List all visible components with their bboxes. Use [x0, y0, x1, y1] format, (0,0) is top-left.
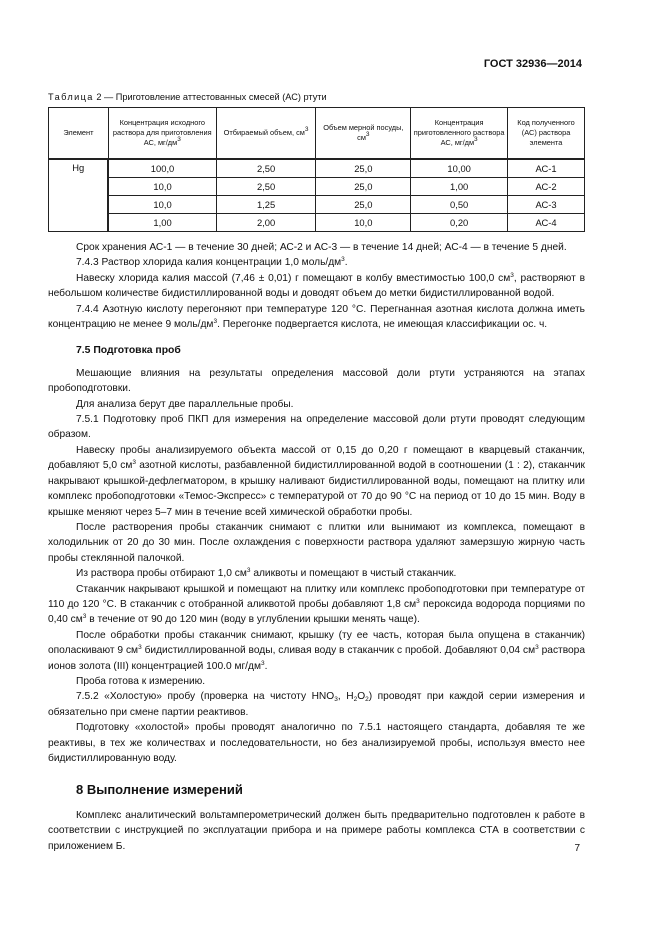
element-cell: Hg: [49, 159, 109, 232]
table-cell: 1,00: [411, 178, 508, 196]
table-cell: 2,00: [216, 214, 316, 232]
table-cell: АС-3: [508, 196, 585, 214]
table-cell: 25,0: [316, 178, 411, 196]
paragraph: Мешающие влияния на результаты определения массовой доли ртути устраняются на этапах пробоподготовки.: [48, 367, 585, 395]
table-cell: 2,50: [216, 159, 316, 178]
table-cell: 1,25: [216, 196, 316, 214]
table-caption-label: Таблица: [48, 92, 94, 102]
header-solution-code: Код полученного (АС) раствора элемента: [508, 108, 585, 160]
paragraph: Из раствора пробы отбирают 1,0 $см^3$ аликвоты и помещают в чистый стаканчик.: [76, 567, 457, 580]
paragraph-nitric-acid: 7.4.4 Азотную кислоту перегоняют при температуре 120 °С. Перегнанная азотная кислота должна иметь концентрацию не менее 9 моль/$дм^3$. Перегонке подвергается кислота, не имеющая классификации ос. ч.: [48, 303, 585, 331]
table-cell: 25,0: [316, 159, 411, 178]
table-cell: АС-1: [508, 159, 585, 178]
table-cell: АС-2: [508, 178, 585, 196]
table-caption: [48, 92, 327, 102]
header-element: Элемент: [49, 108, 109, 160]
table-cell: 0,20: [411, 214, 508, 232]
paragraph-storage: Срок хранения АС-1 — в течение 30 дней; АС-2 и АС-3 — в течение 14 дней; АС-4 — в течение 5 дней.: [76, 242, 567, 253]
table-cell: 10,0: [108, 178, 216, 196]
table-cell: 2,50: [216, 178, 316, 196]
table-cell: 1,00: [108, 214, 216, 232]
document-code: ГОСТ 32936—2014: [483, 58, 582, 70]
paragraph: После растворения пробы стаканчик снимают с плитки или вынимают из комплекса, помещают в холодильник от 20 до 30 мин. После охлаждения с поверхности раствора удаляют замерзшую жирную часть пробы стеклянной палочкой.: [48, 521, 585, 564]
header-flask-volume: Объем мерной посуды, $см^3$: [316, 108, 411, 160]
table-row: [49, 159, 585, 178]
header-source-concentration: Концентрация исходного раствора для приготовления АС, $мг/дм^3$: [108, 108, 216, 160]
paragraph: Стаканчик накрывают крышкой и помещают на плитку или комплекс пробоподготовки при температуре от 110 до 120 °С. В стаканчик с отобранной аликвотой пробы добавляют 1,8 $см^3$ пероксида водорода порциями по 0,40 $см^3$ в течение от 90 до 120 мин (воду в углублении крышки менять чаще).: [48, 583, 585, 626]
paragraph: Комплекс аналитический вольтамперометрический должен быть предварительно подготовлен к работе в соответствии с инструкцией по эксплуатации прибора и на примере работы комплекса СТА в соответствии с приложением Б.: [48, 809, 585, 852]
page-number: 7: [574, 843, 580, 854]
table-cell: 0,50: [411, 196, 508, 214]
paragraph: 7.5.2 «Холостую» пробу (проверка на чистоту $HNO_3$, $H_2O_2$) проводят при каждой серии измерения и обязательно при смене партии реактивов.: [48, 691, 585, 718]
mixtures-table: [48, 107, 585, 232]
body-text: [48, 240, 585, 854]
section-heading-8: 8 Выполнение измерений: [76, 782, 243, 798]
table-header-row: [49, 108, 585, 160]
header-prepared-concentration: Концентрация приготовленного раствора АС, $мг/дм^3$: [411, 108, 508, 160]
paragraph: После обработки пробы стаканчик снимают, крышку (ту ее часть, которая была опущена в стаканчик) ополаскивают 9 $см^3$ бидистиллированной воды, сливая воду в стаканчик с пробой. Добавляют 0,04 $см^3$ раствора ионов золота (III) концентрацией 100.0 $мг/дм^3$.: [48, 629, 585, 672]
paragraph: Подготовку «холостой» пробы проводят аналогично по 7.5.1 настоящего стандарта, добавляя те же реактивы, в тех же количествах и последовательности, но без анализируемой пробы, используя вместо нее бидистиллированную воду.: [48, 722, 585, 764]
table-row: [49, 196, 585, 214]
paragraph: Для анализа берут две параллельные пробы.: [76, 398, 294, 410]
header-taken-volume: Отбираемый объем, $см^3$: [216, 108, 316, 160]
table-cell: 10,0: [316, 214, 411, 232]
paragraph-kcl: Навеску хлорида калия массой (7,46 ± 0,01) г помещают в колбу вместимостью 100,0 $см^3$, растворяют в небольшом количестве бидистиллированной воды и доводят объем до метки бидистиллированной водой.: [48, 271, 586, 300]
paragraph-kcl-title: 7.4.3 Раствор хлорида калия концентрации 1,0 моль/$дм^3$.: [76, 256, 348, 269]
table-caption-text: 2 — Приготовление аттестованных смесей (АС) ртути: [93, 92, 327, 102]
table-row: [49, 178, 585, 196]
paragraph: Навеску пробы анализируемого объекта массой от 0,15 до 0,20 г помещают в кварцевый стаканчик, добавляют 5,0 $см^3$ азотной кислоты, разбавленной бидистиллированной водой в соотношении (1 : 2), стаканчик накрывают крышкой-дефлегматором, в крышку наливают бидистиллированной воды, помещают на плитку или комплекс пробоподготовки «Темос-Экспресс» с температурой от 70 до 90 °С на период от 10 до 15 мин. Воду в крышке меняют через 5–7 мин в течение всей химической обработки пробы.: [48, 444, 585, 518]
paragraph: 7.5.1 Подготовку проб ПКП для измерения на определение массовой доли ртути проводят следующим образом.: [48, 414, 585, 441]
table-cell: 100,0: [108, 159, 216, 178]
paragraph: Проба готова к измерению.: [76, 675, 206, 687]
table-cell: 10,0: [108, 196, 216, 214]
table-cell: 10,00: [411, 159, 508, 178]
table-cell: АС-4: [508, 214, 585, 232]
table-cell: 25,0: [316, 196, 411, 214]
section-heading-7-5: 7.5 Подготовка проб: [76, 345, 181, 357]
table-row: [49, 214, 585, 232]
